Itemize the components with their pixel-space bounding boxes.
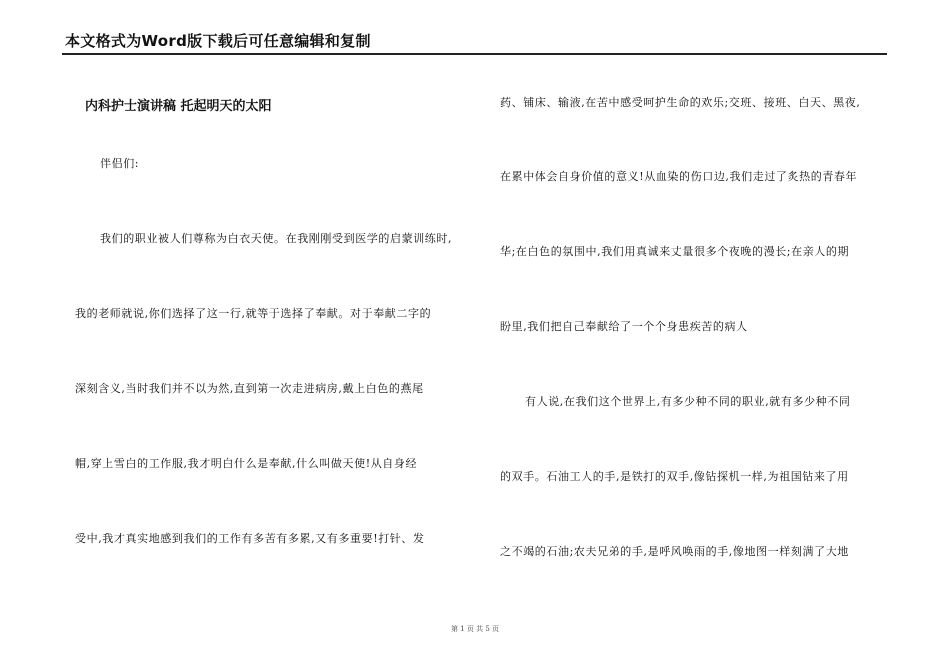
body-line: 帽,穿上雪白的工作服,我才明白什么是奉献,什么叫做天使!从自身经 <box>75 457 418 470</box>
document-title: 内科护士演讲稿 托起明天的太阳 <box>85 99 272 114</box>
body-line: 之不竭的石油;农夫兄弟的手,是呼风唤雨的手,像地图一样刻满了大地 <box>500 545 849 558</box>
body-line: 深刻含义,当时我们并不以为然,直到第一次走进病房,戴上白色的燕尾 <box>75 382 424 395</box>
download-banner: 本文格式为Word版下载后可任意编辑和复制 <box>65 32 371 50</box>
body-line: 我的老师就说,你们选择了这一行,就等于选择了奉献。对于奉献二字的 <box>75 307 432 320</box>
greeting-line: 伴侣们: <box>100 157 140 170</box>
banner-divider <box>62 53 887 55</box>
body-line: 有人说,在我们这个世界上,有多少种不同的职业,就有多少种不同 <box>525 395 851 408</box>
body-line: 我们的职业被人们尊称为白衣天使。在我刚刚受到医学的启蒙训练时, <box>100 232 453 245</box>
body-line: 的双手。石油工人的手,是铁打的双手,像钻探机一样,为祖国钻来了用 <box>500 470 849 483</box>
body-line: 华;在白色的氛围中,我们用真诚来丈量很多个夜晚的漫长;在亲人的期 <box>500 245 850 258</box>
body-line: 盼里,我们把自己奉献给了一个个身患疾苦的病人 <box>500 320 748 333</box>
body-line: 药、铺床、输液,在苦中感受呵护生命的欢乐;交班、接班、白天、黑夜, <box>500 96 861 109</box>
body-line: 受中,我才真实地感到我们的工作有多苦有多累,又有多重要!打针、发 <box>75 532 425 545</box>
page-footer: 第 1 页 共 5 页 <box>450 625 500 633</box>
body-line: 在累中体会自身价值的意义!从血染的伤口边,我们走过了炙热的青春年 <box>500 170 858 183</box>
